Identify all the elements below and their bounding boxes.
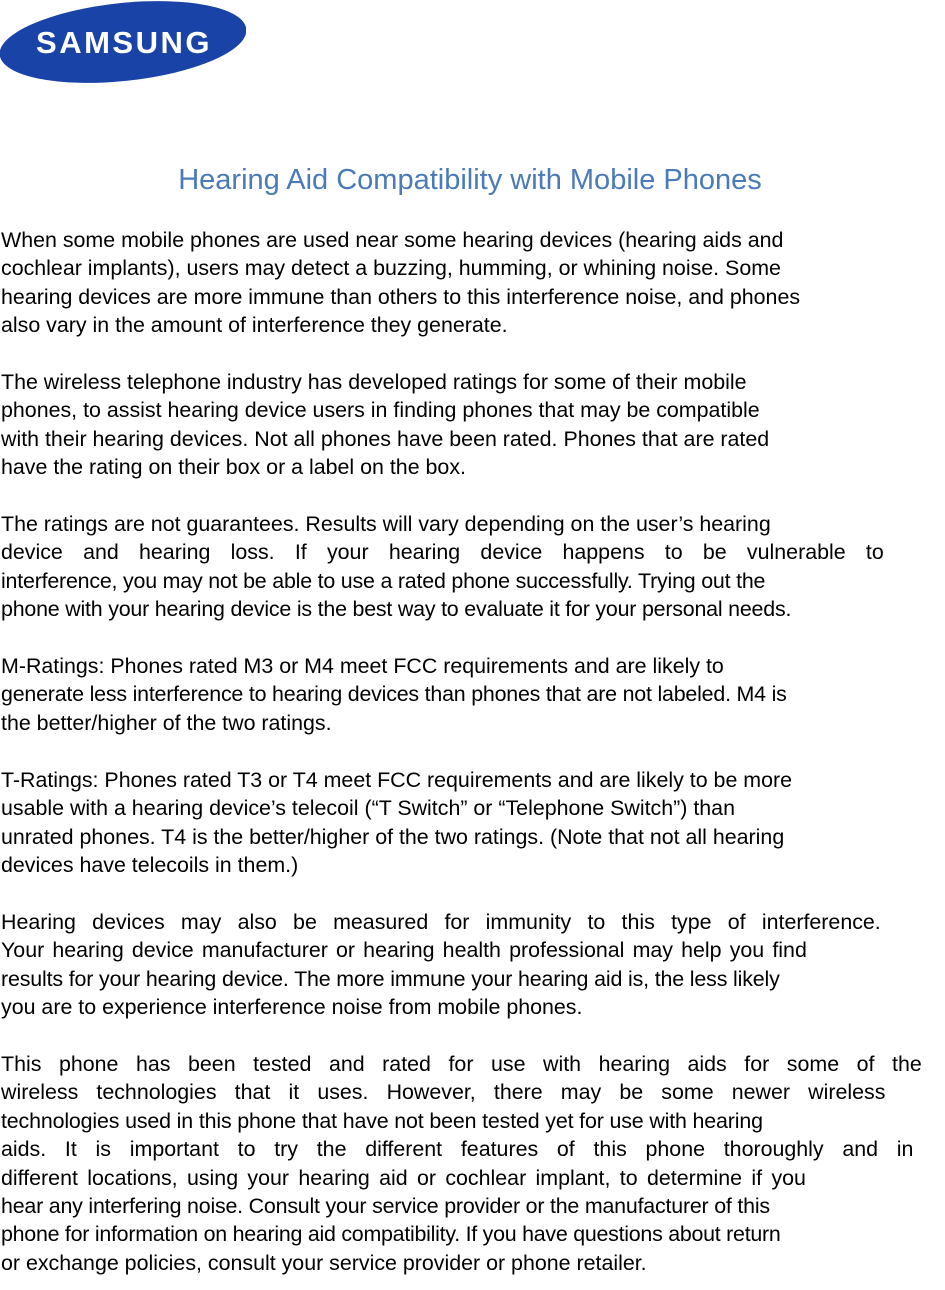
text-line: phone with your hearing device is the best way to evaluate it for your personal needs. [1, 597, 792, 622]
paragraph-tested-rated [1, 1050, 939, 1277]
text-line: phones, to assist hearing device users in finding phones that may be compatible [1, 398, 760, 423]
text-line: cochlear implants), users may detect a buzzing, humming, or whining noise. Some [1, 256, 781, 281]
text-line: When some mobile phones are used near some hearing devices (hearing aids and [1, 228, 784, 252]
text-line: hearing devices are more immune than others to this interference noise, and phones [1, 284, 801, 309]
text-line: T-Ratings: Phones rated T3 or T4 meet FCC requirements and are likely to be more [1, 768, 793, 792]
text-line: you are to experience interference noise from mobile phones. [1, 995, 583, 1020]
text-line: also vary in the amount of interference they generate. [1, 313, 508, 338]
text-line: different locations, using your hearing aid or cochlear implant, to determine if you [1, 1165, 806, 1190]
text-line: the better/higher of the two ratings. [1, 710, 332, 735]
paragraph-m-ratings [1, 652, 939, 737]
samsung-logo [0, 0, 246, 85]
text-line: phone for information on hearing aid compatibility. If you have questions about return [1, 1222, 781, 1247]
text-line: device and hearing loss. If your hearing device happens to be vulnerable to [1, 540, 884, 565]
text-line: unrated phones. T4 is the better/higher of the two ratings. (Note that not all hearing [1, 824, 785, 849]
paragraph-t-ratings [1, 766, 939, 880]
text-line: hear any interfering noise. Consult your service provider or the manufacturer of this [1, 1194, 770, 1219]
paragraph-immunity [1, 908, 939, 1022]
text-line: This phone has been tested and rated for use with hearing aids for some of the [1, 1052, 922, 1076]
text-line: devices have telecoils in them.) [1, 853, 299, 878]
text-line: results for your hearing device. The more immune your hearing aid is, the less likely [1, 966, 780, 991]
page-title: Hearing Aid Compatibility with Mobile Phones [178, 164, 762, 196]
text-line: interference, you may not be able to use a rated phone successfully. Trying out the [1, 568, 766, 593]
paragraph-industry-ratings [1, 368, 939, 482]
text-line: generate less interference to hearing devices than phones that are not labeled. M4 is [1, 682, 787, 707]
text-line: with their hearing devices. Not all phones have been rated. Phones that are rated [1, 426, 770, 451]
text-line: aids. It is important to try the different features of this phone thoroughly and in [1, 1137, 914, 1162]
logo-text: SAMSUNG [36, 25, 212, 60]
text-line: The wireless telephone industry has developed ratings for some of their mobile [1, 370, 747, 394]
paragraph-interference [1, 226, 939, 340]
text-line: The ratings are not guarantees. Results will vary depending on the user’s hearing [1, 512, 771, 536]
text-line: usable with a hearing device’s telecoil (“T Switch” or “Telephone Switch”) than [1, 796, 735, 821]
text-line: wireless technologies that it uses. However, there may be some newer wireless [1, 1080, 886, 1105]
paragraph-not-guarantees [1, 510, 939, 624]
text-line: M-Ratings: Phones rated M3 or M4 meet FCC requirements and are likely to [1, 654, 724, 678]
text-line: or exchange policies, consult your service provider or phone retailer. [1, 1250, 647, 1275]
text-line: technologies used in this phone that have not been tested yet for use with hearing [1, 1108, 763, 1133]
text-line: have the rating on their box or a label on the box. [1, 455, 466, 480]
text-line: Your hearing device manufacturer or hearing health professional may help you find [1, 938, 807, 963]
text-line: Hearing devices may also be measured for immunity to this type of interference. [1, 910, 881, 934]
